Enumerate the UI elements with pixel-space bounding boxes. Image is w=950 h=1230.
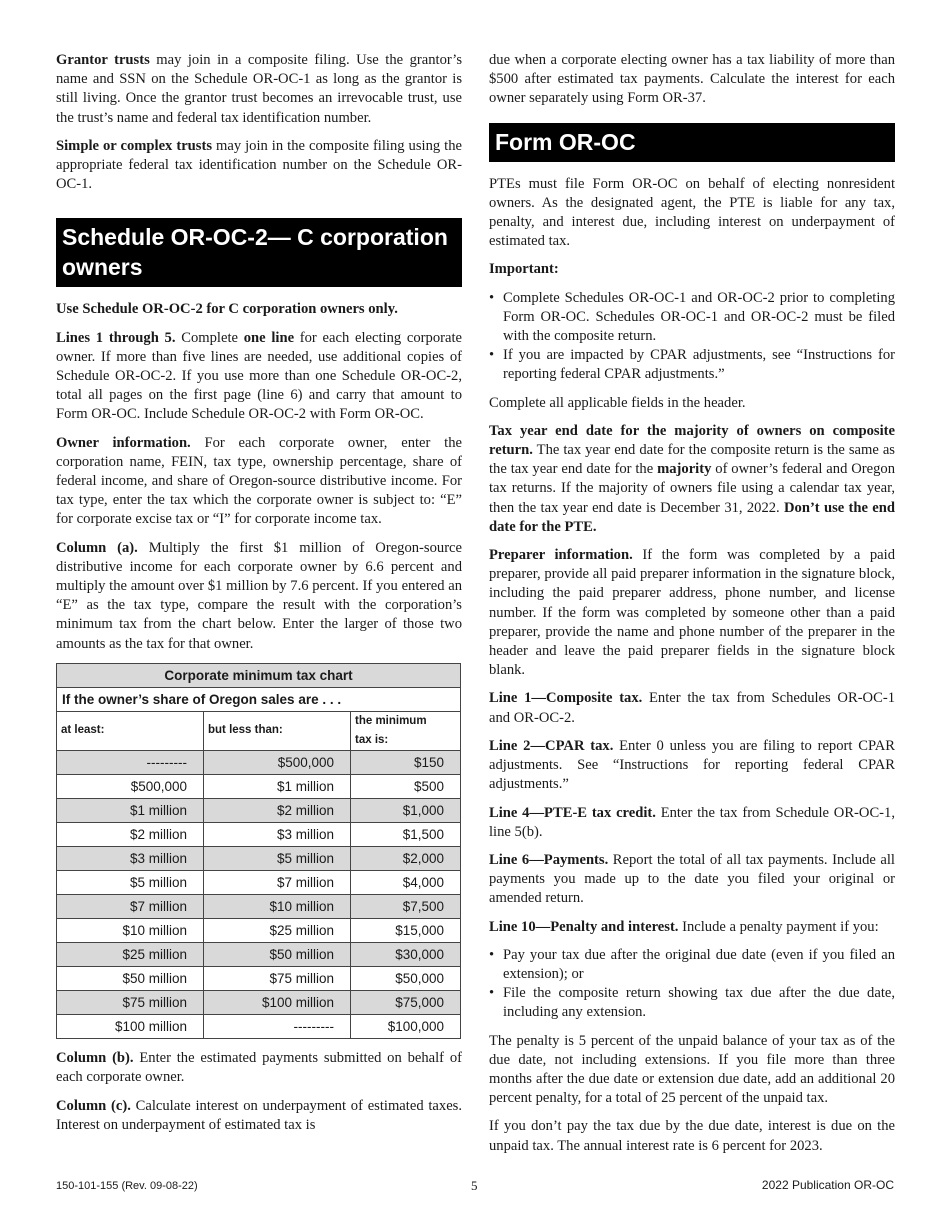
chart-header: at least: bbox=[57, 711, 204, 750]
table-cell: $500,000 bbox=[204, 751, 351, 775]
lines-1-5-paragraph: Lines 1 through 5. Complete one line for each electing corporate owner. If more than five lines are needed, use additional copies of Schedule OR-OC-2. If you use more than one Schedule OR-OC-2, total all pages on the first page (line 6) and carry that amount to Form OR-OC. Include Schedule OR-OC-2 with Form OR-OC. bbox=[56, 329, 462, 423]
schedule-oc2-heading: Schedule OR-OC-2— C corporation owners bbox=[56, 218, 462, 287]
table-cell: $4,000 bbox=[351, 871, 461, 895]
complete-fields-paragraph: Complete all applicable fields in the header. bbox=[489, 394, 746, 411]
penalty-paragraph: The penalty is 5 percent of the unpaid balance of your tax as of the due date, not including extensions. If you file more than three months after the due date or extension due date, add an additional 20 percent penalty, for a total of 25 percent of the unpaid tax. bbox=[489, 1032, 895, 1107]
table-row bbox=[57, 871, 461, 895]
tax-year-paragraph: Tax year end date for the majority of owners on composite return. The tax year end date for the composite return is the same as the tax year end date for the majority of owner’s federal and Oregon tax returns. If the majority of owners file using a calendar tax year, then the tax year end date is December 31, 2022. Don’t use the end date for the PTE. bbox=[489, 422, 895, 535]
table-cell: $50,000 bbox=[351, 967, 461, 991]
chart-header: but less than: bbox=[204, 711, 351, 750]
list-item: • File the composite return showing tax due after the due date, including any extension. bbox=[489, 984, 895, 1022]
table-row bbox=[57, 943, 461, 967]
table-row bbox=[57, 1015, 461, 1039]
column-a-paragraph: Column (a). Multiply the first $1 million of Oregon-source distributive income for each corporate owner by 6.6 percent and multiply the amount over $1 million by 7.6 percent. If you entered an “E” as the tax type, compare the result with the corporation’s minimum tax from the chart below. Enter the larger of those two amounts as the tax for that owner. bbox=[56, 539, 463, 652]
table-cell: $2 million bbox=[57, 823, 204, 847]
table-row bbox=[57, 991, 461, 1015]
table-row bbox=[57, 847, 461, 871]
table-cell: $15,000 bbox=[351, 919, 461, 943]
chart-header: the minimum tax is: bbox=[351, 711, 461, 750]
table-row bbox=[57, 751, 461, 775]
table-cell: $100,000 bbox=[351, 1015, 461, 1039]
preparer-paragraph: Preparer information. If the form was completed by a paid preparer, provide all paid preparer information in the signature block, including the paid preparer address, phone number, and license number. If the form was completed by someone other than a paid preparer, provide the name and phone number of the preparer in the header and leave the paid preparer fields in the signature block blank. bbox=[489, 547, 896, 679]
table-row bbox=[57, 799, 461, 823]
table-cell: $7,500 bbox=[351, 895, 461, 919]
table-cell: $3 million bbox=[204, 823, 351, 847]
line-2-paragraph: Line 2—CPAR tax. Enter 0 unless you are filing to report CPAR adjustments. See “Instructions for reporting federal CPAR adjustments.” bbox=[489, 737, 895, 793]
use-schedule-paragraph: Use Schedule OR-OC-2 for C corporation owners only. bbox=[56, 301, 398, 318]
important-label: Important: bbox=[489, 261, 559, 278]
table-cell: $50 million bbox=[204, 943, 351, 967]
table-cell: $3 million bbox=[57, 847, 204, 871]
table-cell: $30,000 bbox=[351, 943, 461, 967]
chart-subtitle: If the owner’s share of Oregon sales are . . . bbox=[57, 687, 461, 711]
table-row bbox=[57, 823, 461, 847]
list-item: • If you are impacted by CPAR adjustments, see “Instructions for reporting federal CPAR adjustments.” bbox=[489, 346, 895, 384]
table-cell: $75 million bbox=[57, 991, 204, 1015]
table-cell: $75 million bbox=[204, 967, 351, 991]
table-cell: $75,000 bbox=[351, 991, 461, 1015]
table-row bbox=[57, 967, 461, 991]
line-6-paragraph: Line 6—Payments. Report the total of all tax payments. Include all payments you made up to the date you filed your original or amended return. bbox=[489, 851, 895, 907]
table-row bbox=[57, 775, 461, 799]
column-c-paragraph: Column (c). Calculate interest on underpayment of estimated taxes. Interest on underpayment of estimated tax is bbox=[56, 1097, 463, 1133]
penalty-list bbox=[489, 946, 895, 1023]
line-10-paragraph: Line 10—Penalty and interest. Include a penalty payment if you: bbox=[489, 918, 879, 935]
right-column bbox=[489, 51, 895, 1165]
table-cell: $50 million bbox=[57, 967, 204, 991]
ptes-paragraph: PTEs must file Form OR-OC on behalf of electing nonresident owners. As the designated agent, the PTE is liable for any tax, penalty, and interest due, including interest on underpayment of estimated tax. bbox=[489, 175, 895, 250]
table-cell: $2 million bbox=[204, 799, 351, 823]
important-list bbox=[489, 289, 895, 385]
table-row bbox=[57, 919, 461, 943]
table-cell: $1,000 bbox=[351, 799, 461, 823]
list-item: • Complete Schedules OR-OC-1 and OR-OC-2 prior to completing Form OR-OC. Schedules OR-OC-1 and OR-OC-2 must be filed with the composite return. bbox=[489, 289, 895, 347]
table-cell: $1 million bbox=[204, 775, 351, 799]
interest-paragraph: If you don’t pay the tax due by the due date, interest is due on the unpaid tax. The annual interest rate is 6 percent for 2023. bbox=[489, 1118, 895, 1154]
line-1-paragraph: Line 1—Composite tax. Enter the tax from Schedules OR-OC-1 and OR-OC-2. bbox=[489, 690, 895, 726]
minimum-tax-chart bbox=[56, 663, 461, 1039]
table-cell: $1,500 bbox=[351, 823, 461, 847]
table-cell: $100 million bbox=[204, 991, 351, 1015]
table-cell: $500,000 bbox=[57, 775, 204, 799]
table-cell: $150 bbox=[351, 751, 461, 775]
table-cell: --------- bbox=[204, 1015, 351, 1039]
table-cell: $100 million bbox=[57, 1015, 204, 1039]
table-cell: $10 million bbox=[204, 895, 351, 919]
chart-title: Corporate minimum tax chart bbox=[57, 663, 461, 687]
table-cell: $10 million bbox=[57, 919, 204, 943]
table-cell: $500 bbox=[351, 775, 461, 799]
form-or-oc-heading: Form OR-OC bbox=[489, 123, 895, 162]
continuation-paragraph: due when a corporate electing owner has a tax liability of more than $500 after estimated tax payments. Calculate the interest for each owner separately using Form OR-37. bbox=[489, 52, 895, 107]
footer-page-number: 5 bbox=[471, 1178, 478, 1193]
table-cell: --------- bbox=[57, 751, 204, 775]
table-cell: $5 million bbox=[57, 871, 204, 895]
chart-body bbox=[57, 751, 461, 1039]
list-item: • Pay your tax due after the original due date (even if you filed an extension); or bbox=[489, 946, 895, 984]
footer-form-number: 150-101-155 (Rev. 09-08-22) bbox=[56, 1180, 198, 1192]
table-cell: $1 million bbox=[57, 799, 204, 823]
table-cell: $25 million bbox=[204, 919, 351, 943]
table-cell: $7 million bbox=[204, 871, 351, 895]
grantor-trusts-paragraph: Grantor trusts may join in a composite filing. Use the grantor’s name and SSN on the Schedule OR-OC-1 as long as the grantor is still living. Once the grantor trust becomes an irrevocable trust, use the trust’s name and federal tax identification number. bbox=[56, 52, 463, 126]
table-cell: $2,000 bbox=[351, 847, 461, 871]
line-4-paragraph: Line 4—PTE-E tax credit. Enter the tax from Schedule OR-OC-1, line 5(b). bbox=[489, 804, 895, 840]
simple-trusts-paragraph: Simple or complex trusts may join in the composite filing using the appropriate federal tax identification number on the Schedule OR-OC-1. bbox=[56, 137, 462, 193]
owner-information-paragraph: Owner information. For each corporate owner, enter the corporation name, FEIN, tax type, ownership percentage, share of federal income, and share of Oregon-source distributive income. For tax type, enter the tax which the corporate owner is subject to: “E” for corporate excise tax or “I” for corporate income tax. bbox=[56, 434, 462, 528]
column-b-paragraph: Column (b). Enter the estimated payments submitted on behalf of each corporate owner. bbox=[56, 1050, 462, 1086]
table-cell: $7 million bbox=[57, 895, 204, 919]
table-row bbox=[57, 895, 461, 919]
left-column bbox=[56, 51, 462, 1144]
footer-publication: 2022 Publication OR-OC bbox=[761, 1178, 894, 1192]
table-cell: $25 million bbox=[57, 943, 204, 967]
table-cell: $5 million bbox=[204, 847, 351, 871]
